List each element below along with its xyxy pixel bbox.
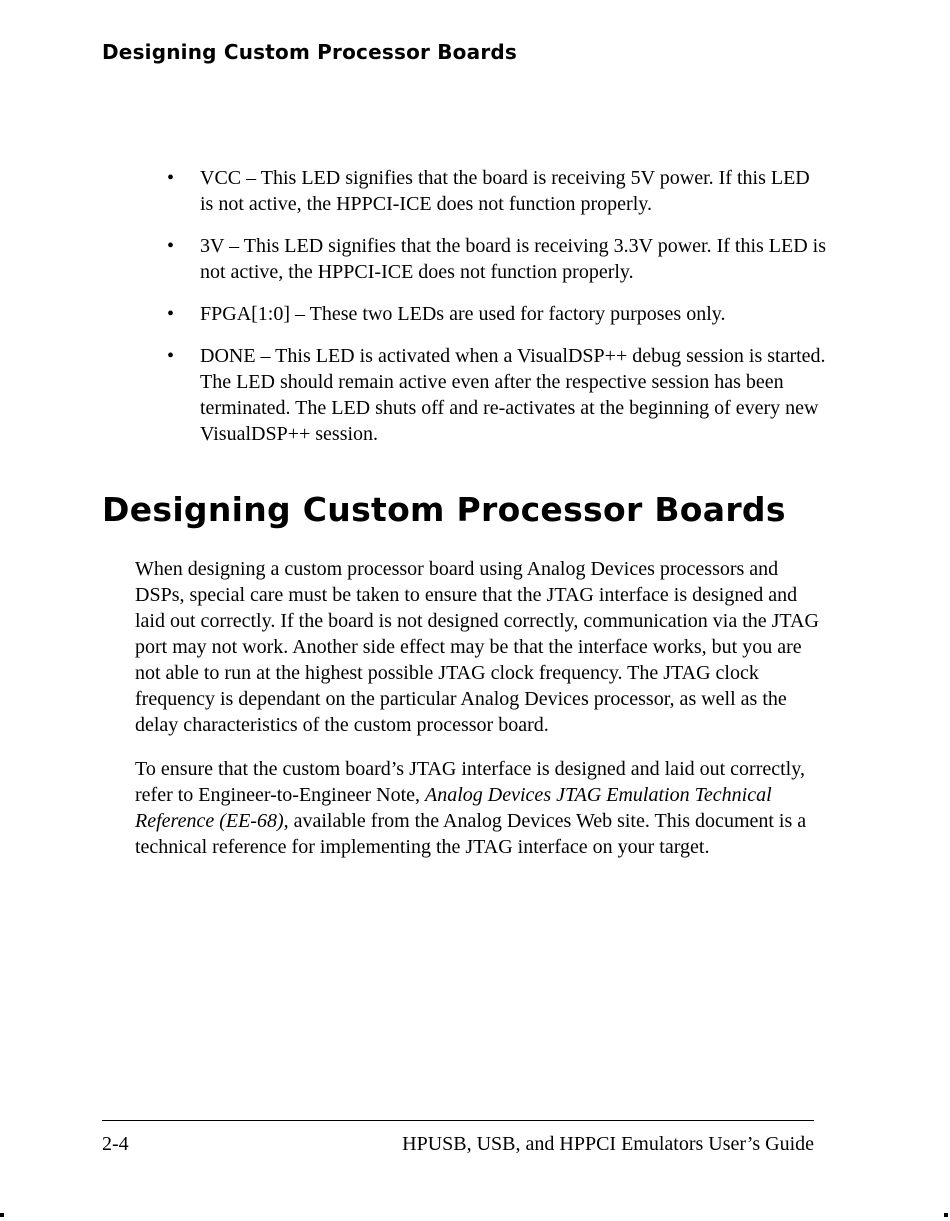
paragraph-ee-note-lead: To ensure that the custom board’s JTAG interface is designed and laid out correctly, refer to Engineer-to-Engineer Note,: [135, 758, 805, 806]
paragraph-ee-note-tail: , available from the Analog Devices Web site. This document is a technical reference for implementing the JTAG interface on your target.: [135, 810, 807, 858]
page-footer: [102, 1133, 814, 1156]
list-item: [167, 301, 827, 327]
bullet-icon: •: [167, 235, 175, 257]
section-body: [135, 556, 825, 878]
running-header-title: Designing Custom Processor Boards: [102, 40, 517, 64]
page-number: 2-4: [102, 1133, 129, 1155]
paragraph-ee-note: [135, 756, 825, 860]
led-bullet-list: [167, 165, 827, 463]
paragraph-custom-board: When designing a custom processor board using Analog Devices processors and DSPs, special care must be taken to ensure that the JTAG interface is designed and laid out correctly. If the board is not designed correctly, communication via the JTAG port may not work. Another side effect may be that the interface works, but you are not able to run at the highest possible JTAG clock frequency. The JTAG clock frequency is dependant on the particular Analog Devices processor, as well as the delay characteristics of the custom processor board.: [135, 558, 819, 736]
section-heading: Designing Custom Processor Boards: [102, 490, 786, 529]
bullet-text-3v: 3V – This LED signifies that the board is receiving 3.3V power. If this LED is not active, the HPPCI-ICE does not function properly.: [200, 235, 827, 283]
footer-divider: [102, 1120, 814, 1121]
bullet-text-done: DONE – This LED is activated when a VisualDSP++ debug session is started. The LED should remain active even after the respective session has been terminated. The LED shuts off and re-activates at the beginning of every new VisualDSP++ session.: [200, 345, 826, 445]
list-item: [167, 165, 827, 217]
ee68-reference-title: Analog Devices JTAG Emulation Technical Reference (EE-68): [135, 784, 772, 832]
list-item: [167, 233, 827, 285]
bullet-text-vcc: VCC – This LED signifies that the board is receiving 5V power. If this LED is not active, the HPPCI-ICE does not function properly.: [200, 167, 810, 215]
bullet-icon: •: [167, 345, 175, 367]
scan-edge-mark-left: [0, 1213, 4, 1217]
footer-book-title: HPUSB, USB, and HPPCI Emulators User’s Guide: [402, 1133, 814, 1155]
bullet-icon: •: [167, 303, 175, 325]
scan-edge-mark-right: [944, 1213, 948, 1217]
list-item: [167, 343, 827, 447]
bullet-text-fpga: FPGA[1:0] – These two LEDs are used for factory purposes only.: [200, 303, 726, 325]
bullet-icon: •: [167, 167, 175, 189]
